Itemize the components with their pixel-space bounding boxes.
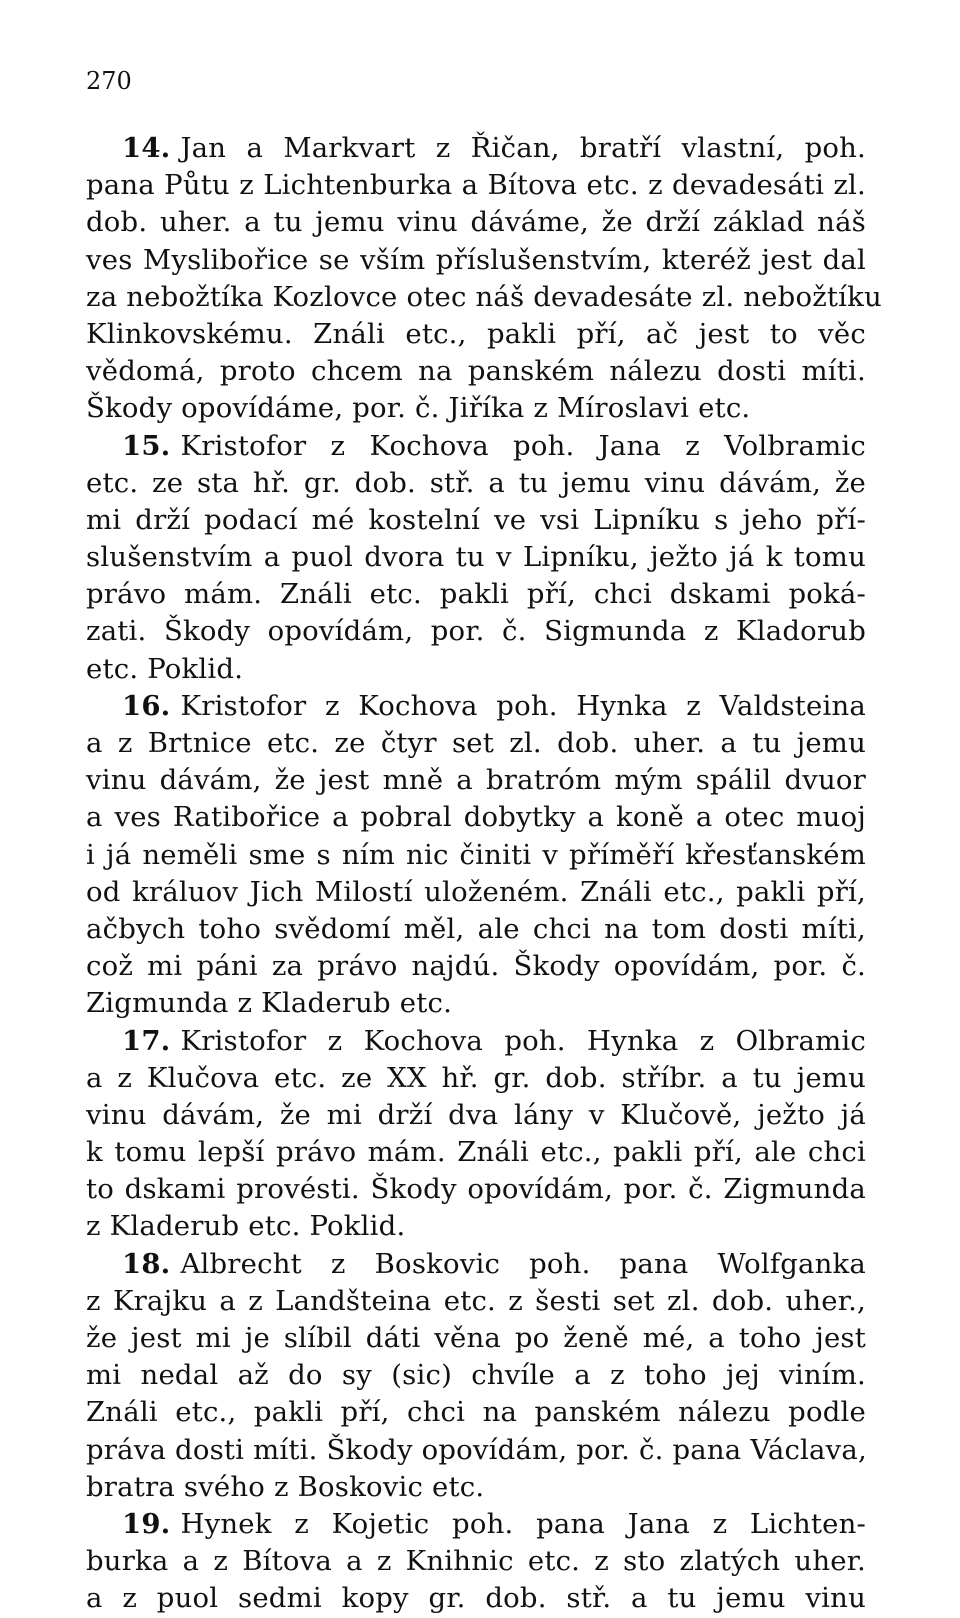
entry-line: zati. Škody opovídám, por. č. Sigmunda z Kladorub: [86, 615, 866, 648]
entry-line: Škody opovídáme, por. č. Jiříka z Míroslavi etc.: [86, 392, 751, 425]
entry-line: etc. Poklid.: [86, 652, 244, 685]
entry-line: ačbych toho svědomí měl, ale chci na tom dosti míti,: [86, 912, 866, 945]
entry-line: z Krajku a z Landšteina etc. z šesti set zl. dob. uher.,: [86, 1284, 866, 1317]
entry-line: Ználi etc., pakli pří, chci na panském nálezu podle: [86, 1396, 866, 1429]
entry-line: burka a z Bítova a z Knihnic etc. z sto zlatých uher.: [86, 1545, 866, 1578]
entry-line: Klinkovskému. Ználi etc., pakli pří, ač jest to věc: [86, 317, 866, 350]
entry-line: pana Půtu z Lichtenburka a Bítova etc. z devadesáti zl.: [86, 169, 866, 202]
page-body-text: [86, 130, 882, 1618]
entry-line: z Kladerub etc. Poklid.: [86, 1210, 406, 1243]
entry-line: 18. Albrecht z Boskovic poh. pana Wolfganka: [122, 1247, 866, 1280]
entry-19: [86, 1506, 866, 1618]
entry-17: [86, 1023, 866, 1246]
page-number: 270: [86, 67, 132, 95]
entry-line: dob. uher. a tu jemu vinu dáváme, že drží základ náš: [86, 206, 866, 239]
entry-line: 19. Hynek z Kojetic poh. pana Jana z Lichten-: [122, 1507, 866, 1540]
entry-18: [86, 1246, 866, 1506]
entry-number: 16.: [122, 689, 171, 722]
entry-line: mi nedal až do sy (sic) chvíle a z toho jej viním.: [86, 1359, 866, 1392]
entry-line: 15. Kristofor z Kochova poh. Jana z Volbramic: [122, 429, 866, 462]
entry-15: [86, 428, 866, 688]
entry-line: Zigmunda z Kladerub etc.: [86, 987, 453, 1020]
entry-line: práva dosti míti. Škody opovídám, por. č. pana Václava,: [86, 1433, 867, 1466]
entry-line: to dskami provésti. Škody opovídám, por. č. Zigmunda: [86, 1173, 866, 1206]
entry-line: 16. Kristofor z Kochova poh. Hynka z Valdsteina: [122, 689, 866, 722]
entry-16: [86, 688, 866, 1023]
entry-number: 14.: [122, 132, 171, 164]
entry-line: 14. Jan a Markvart z Řičan, bratří vlastní, poh.: [122, 132, 866, 164]
entry-line: 17. Kristofor z Kochova poh. Hynka z Olbramic: [122, 1024, 866, 1057]
entry-line: slušenstvím a puol dvora tu v Lipníku, ježto já k tomu: [86, 541, 866, 574]
entry-number: 17.: [122, 1024, 171, 1057]
entry-line: a z puol sedmi kopy gr. dob. stř. a tu jemu vinu: [86, 1582, 866, 1615]
entry-line: což mi páni za právo najdú. Škody opovídám, por. č.: [86, 950, 866, 983]
entry-14: [86, 130, 882, 428]
entry-line: a z Brtnice etc. ze čtyr set zl. dob. uher. a tu jemu: [86, 727, 866, 759]
entry-line: a ves Ratibořice a pobral dobytky a koně a otec muoj: [86, 801, 866, 834]
entry-line: vinu dávám, že mi drží dva lány v Klučově, ježto já: [86, 1098, 866, 1131]
entry-number: 19.: [122, 1507, 171, 1540]
entry-line: ves Myslibořice se vším příslušenstvím, kteréž jest dal: [86, 243, 866, 276]
entry-line: i já neměli sme s ním nic činiti v příměří křesťanském: [86, 838, 866, 871]
entry-line: právo mám. Ználi etc. pakli pří, chci dskami poká-: [86, 578, 866, 611]
entry-line: bratra svého z Boskovic etc.: [86, 1470, 485, 1503]
entry-number: 18.: [122, 1247, 171, 1280]
entry-line: a z Klučova etc. ze XX hř. gr. dob. stříbr. a tu jemu: [86, 1061, 866, 1094]
entry-number: 15.: [122, 429, 171, 462]
entry-line: etc. ze sta hř. gr. dob. stř. a tu jemu vinu dávám, že: [86, 466, 866, 499]
entry-line: za nebožtíka Kozlovce otec náš devadesáte zl. nebožtíku: [86, 280, 882, 313]
entry-line: vinu dávám, že jest mně a bratróm mým spálil dvuor: [86, 764, 866, 797]
entry-line: že jest mi je slíbil dáti věna po ženě mé, a toho jest: [86, 1322, 866, 1354]
entry-line: vědomá, proto chcem na panském nálezu dosti míti.: [86, 355, 866, 388]
entry-line: k tomu lepší právo mám. Ználi etc., pakli pří, ale chci: [86, 1136, 866, 1169]
entry-line: mi drží podací mé kostelní ve vsi Lipníku s jeho pří-: [86, 503, 866, 536]
entry-line: od králuov Jich Milostí uloženém. Ználi etc., pakli pří,: [86, 875, 866, 908]
